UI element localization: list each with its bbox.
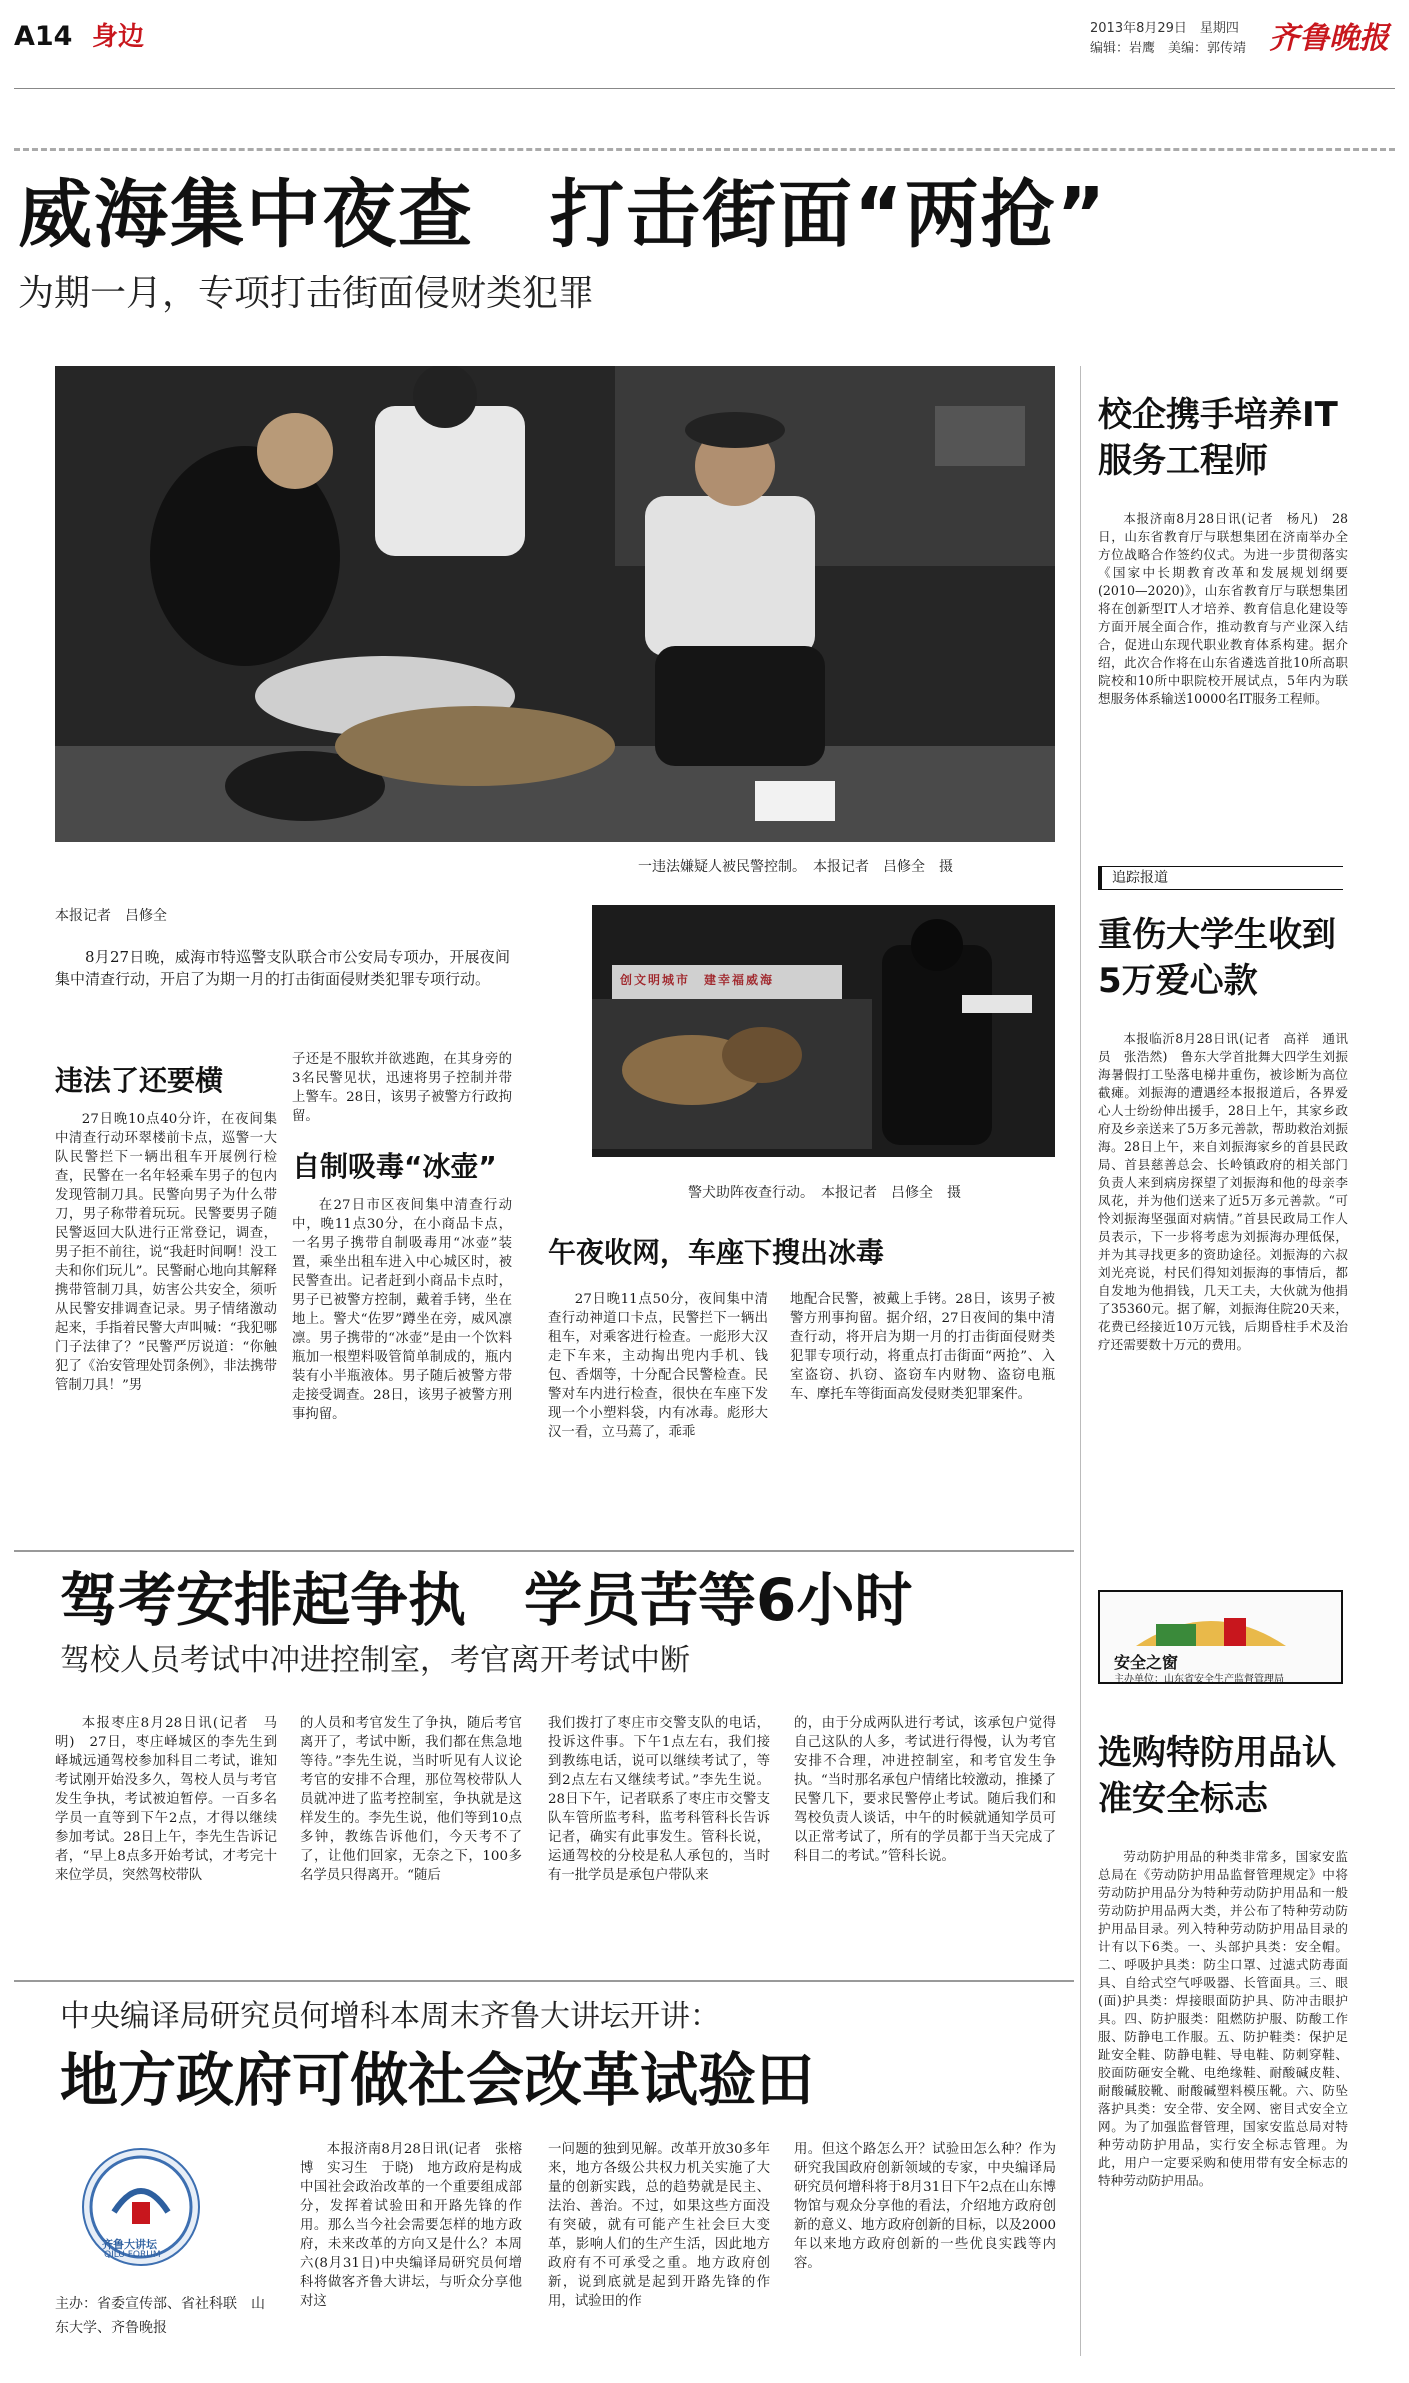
right-s3-body: [1098, 1848, 1348, 2190]
drive-col2-text: 的人员和考官发生了争执，随后考官离开了，考试中断，我们都在焦急地等待。”李先生说，当时听见有人议论考官的安排不合理，那位驾校带队人员就冲进了监考控制室，争执就是这样发生的。李先生说，他们等到10点多钟，教练告诉他们，今天考不了了，让他们回家，无奈之下，100多名学员只得离开。“随后: [300, 1716, 522, 1883]
drive-col1: [55, 1714, 277, 1885]
drive-subhead: 驾校人员考试中冲进控制室，考官离开考试中断: [60, 1643, 690, 1678]
safety-icon: [1136, 1596, 1286, 1648]
forum-col2: [548, 2140, 770, 2311]
forum-col3-text: 用。但这个路怎么开？试验田怎么种？作为研究我国政府创新领域的专家，中央编译局研究员何增科将于8月31日下午2点在山东博物馆与观众分享他的看法，介绍地方政府创新的意义、地方政府创新的目标，以及2000年以来地方政府创新的一些优良实践等内容。: [794, 2142, 1056, 2271]
drive-divider: [14, 1550, 1074, 1552]
drive-col4-text: 的，由于分成两队进行考试，该承包户觉得自己这队的人多，考试进行得慢，认为考官安排不合理，冲进控制室，和考官发生争执。“当时那名承包户情绪比较激动，推搡了民警几下，要求民警停止考试。随后我们和驾校负责人谈话，中午的时候就通知学员可以正常考试了，所有的学员都于当天完成了科目二的考试。”管科长说。: [794, 1716, 1056, 1864]
photo1-caption: 一违法嫌疑人被民警控制。 本报记者 吕修全 摄: [638, 859, 953, 875]
drive-col1-text: 本报枣庄8月28日讯(记者 马明) 27日，枣庄峄城区的李先生到峄城远通驾校参加科目二考试，谁知考试刚开始没多久，驾校人员与考官发生争执，考试被迫暂停。一百多名学员一直等到下午2点，才得以继续参加考试。28日上午，李先生告诉记者，“早上8点多开始考试，才考完十来位学员，突然驾校带队: [55, 1716, 277, 1883]
safety-window-box: [1098, 1590, 1343, 1684]
photo2-caption: 警犬助阵夜查行动。 本报记者 吕修全 摄: [688, 1185, 961, 1201]
photo2-banner: 创文明城市 建幸福威海: [620, 973, 775, 987]
date-line: 2013年8月29日 星期四: [1090, 21, 1239, 36]
police-dog-image: [592, 905, 1055, 1157]
forum-headline: 地方政府可做社会改革试验田: [60, 2046, 815, 2114]
photo-police-arrest: [55, 366, 1055, 842]
right-s3-text: 劳动防护用品的种类非常多，国家安监总局在《劳动防护用品监督管理规定》中将劳动防护用品分为特种劳动防护用品和一般劳动防护用品两大类，并公布了特种劳动防护用品目录。列入特种劳动防护用品目录的计有以下6类。一、头部护具类：安全帽。二、呼吸护具类：防尘口罩、过滤式防毒面具、自给式空气呼吸器、长管面具。三、眼(面)护具类：焊接眼面防护具、防冲击眼护具。四、防护服类：阻燃防护服、防酸工作服、防静电工作服。五、防护鞋类：保护足趾安全鞋、防静电鞋、导电鞋、防刺穿鞋、胶面防砸安全靴、电绝缘鞋、耐酸碱皮鞋、耐酸碱胶靴、耐酸碱塑料模压靴。六、防坠落护具类：安全带、安全网、密目式安全立网。为了加强监督管理，国家安监总局对特种劳动防护用品，实行安全标志管理。为此，用户一定要采购和使用带有安全标志的特种劳动防护用品。: [1098, 1849, 1348, 2188]
sec3-body: [548, 1290, 768, 1442]
forum-col2-text: 一问题的独到见解。改革开放30多年来，地方各级公共权力机关实施了大量的创新实践，总的趋势就是民主、法治、善治。不过，如果这些方面没有突破，就有可能产生社会巨大变革，影响人们的生产生活，因此地方政府有不可承受之重。地方政府创新，说到底就是起到开路先锋的作用，试验田的作: [548, 2142, 770, 2309]
drive-col2: [300, 1714, 522, 1885]
safety-window-title: 安全之窗: [1114, 1653, 1179, 1672]
drive-col3: [548, 1714, 770, 1885]
page-number: A14: [14, 21, 73, 52]
sec3-title: 午夜收网，车座下搜出冰毒: [548, 1236, 885, 1269]
sec1-title: 违法了还要横: [55, 1064, 224, 1097]
main-lead-text: 8月27日晚，威海市特巡警支队联合市公安局专项办，开展夜间集中清查行动，开启了为期一月的打击街面侵财类犯罪专项行动。: [55, 948, 510, 988]
sec3-body-cont: [790, 1290, 1055, 1404]
drive-col4: [794, 1714, 1056, 1866]
photo-police-dog: [592, 905, 1055, 1157]
paper-logo: 齐鲁晚报: [1269, 21, 1389, 56]
sec2-text: 在27日市区夜间集中清查行动中，晚11点30分，在小商品卡点，一名男子携带自制吸毒用“冰壶”装置，乘坐出租车进入中心城区时，被民警查出。记者赶到小商品卡点时，男子已被警方控制，戴着手铐，坐在地上。警犬“佐罗”蹲坐在旁，威风凛凛。男子携带的“冰壶”是由一个饮料瓶加一根塑料吸管简单制成的，瓶内装有小半瓶液体。男子随后被警方带走接受调查。28日，该男子被警方刑事拘留。: [292, 1198, 512, 1422]
forum-col3: [794, 2140, 1056, 2273]
sec3-text-cont: 地配合民警，被戴上手铐。28日，该男子被警方刑事拘留。据介绍，27日夜间的集中清查行动，将开启为期一月的打击街面侵财类犯罪专项行动，将重点打击街面“两抢”、入室盗窃、扒窃、盗窃车内财物、盗窃电瓶车、摩托车等街面高发侵财类犯罪案件。: [790, 1292, 1055, 1402]
right-s2-tag: [1098, 866, 1343, 890]
header-divider-dashed: [14, 148, 1395, 151]
sec1-body-cont: [292, 1050, 512, 1126]
sec1-text-cont: 子还是不服软并欲逃跑，在其身旁的3名民警见状，迅速将男子控制并带上警车。28日，该男子被警方行政拘留。: [292, 1052, 512, 1124]
right-s1-text: 本报济南8月28日讯(记者 杨凡) 28日，山东省教育厅与联想集团在济南举办全方位战略合作签约仪式。为进一步贯彻落实《国家中长期教育改革和发展规划纲要(2010—2020)》，山东省教育厅与联想集团将在创新型IT人才培养、教育信息化建设等方面开展全面合作，推动教育与产业深入结合，促进山东现代职业教育体系构建。据介绍，此次合作将在山东省遴选首批10所高职院校和10所中职院校开展试点，5年内为联想服务体系输送10000名IT服务工程师。: [1098, 511, 1348, 706]
header-divider: [14, 88, 1395, 89]
drive-col3-text: 我们拨打了枣庄市交警支队的电话，投诉这件事。下午1点左右，我们接到教练电话，说可以继续考试了，等到2点左右又继续考试。”李先生说。28日下午，记者联系了枣庄市交警支队车管所监考科，监考科管科长告诉记者，确实有此事发生。管科长说，运通驾校的分校是私人承包的，当时有一批学员是承包户带队来: [548, 1716, 770, 1883]
editor-line: 编辑：岩鹰 美编：郭传靖: [1090, 41, 1247, 56]
right-s2-body: [1098, 1030, 1348, 1354]
right-column-rule: [1080, 366, 1081, 2356]
arrest-scene-image: [55, 366, 1055, 842]
sec2-title: 自制吸毒“冰壶”: [292, 1150, 497, 1183]
right-s2-text: 本报临沂8月28日讯(记者 高祥 通讯员 张浩然) 鲁东大学首批舞大四学生刘振海暑假打工坠落电梯井重伤，被诊断为高位截瘫。刘振海的遭遇经本报报道后，各界爱心人士纷纷伸出援手，28日上午，其家乡政府及乡亲送来了5万多元善款，帮助救治刘振海。28日上午，来自刘振海家乡的首县民政局、首县慈善总会、长岭镇政府的相关部门负责人来到病房探望了刘振海和他的母亲李凤花，并为他们送来了近5万多元善款。“可怜刘振海坚强面对病情。”首县民政局工作人员表示，下一步将考虑为刘振海办理低保，并为其寻找更多的资助途径。刘振海的六叔刘光亮说，村民们得知刘振海的事情后，都自发地为他捐钱，几天工夫，大伙就为他捐了35360元。据了解，刘振海住院20天来，花费已经接近10万元钱，后期昏柱手术及治疗还需要数十万元的费用。: [1098, 1031, 1348, 1352]
main-byline: 本报记者 吕修全: [55, 908, 167, 924]
sec1-text: 27日晚10点40分许，在夜间集中清查行动环翠楼前卡点，巡警一大队民警拦下一辆出租车开展例行检查，民警在一名年轻乘车男子的包内发现管制刀具。民警向男子为什么带刀，男子称带着玩玩。民警要男子随民警返回大队进行正常登记，调查，男子拒不前往，说“我赶时间啊！没工夫和你们玩儿”。民警耐心地向其解释携带管制刀具，妨害公共安全，须听从民警安排调查记录。男子情绪激动起来，手指着民警大声叫喊：“我犯哪门子法律了？”民警严厉说道：“你触犯了《治安管理处罚条例》，非法携带管制刀具！”男: [55, 1112, 277, 1393]
forum-col1: [300, 2140, 522, 2311]
forum-logo-title: 齐鲁大讲坛: [102, 2238, 157, 2251]
drive-headline: 驾考安排起争执 学员苦等6小时: [60, 1566, 913, 1634]
right-s1-body: [1098, 510, 1348, 708]
sec1-body: [55, 1110, 277, 1395]
forum-col1-text: 本报济南8月28日讯(记者 张榕博 实习生 于晓) 地方政府是构成中国社会政治改革的一个重要组成部分，发挥着试验田和开路先锋的作用。那么当今社会需要怎样的地方政府，未来改革的方向又是什么？本周六(8月31日)中央编译局研究员何增科将做客齐鲁大讲坛，与听众分享他对这: [300, 2142, 522, 2309]
forum-divider: [14, 1980, 1074, 1982]
main-subhead: 为期一月，专项打击街面侵财类犯罪: [18, 273, 595, 314]
sec2-body: [292, 1196, 512, 1424]
sec3-text: 27日晚11点50分，夜间集中清查行动神道口卡点，民警拦下一辆出租车，对乘客进行检查。一彪形大汉走下车来，主动掏出兜内手机、钱包、香烟等，十分配合民警检查。民警对车内进行检查，很快在车座下发现一个小塑料袋，内有冰毒。彪形大汉一看，立马蔫了，乖乖: [548, 1292, 768, 1440]
forum-logo-en: QILU FORUM: [104, 2250, 161, 2260]
main-headline: 威海集中夜查 打击街面“两抢”: [18, 172, 1108, 258]
section-name: 身边: [92, 22, 145, 52]
main-lead: [55, 946, 510, 990]
forum-host: 主办：省委宣传部、省社科联 山东大学、齐鲁晚报: [55, 2296, 265, 2336]
forum-kicker: 中央编译局研究员何增科本周末齐鲁大讲坛开讲：: [60, 1999, 720, 2034]
page-header: [14, 20, 1395, 64]
right-s2-tag-text: 追踪报道: [1098, 867, 1178, 889]
right-s1-title: 校企携手培养IT服务工程师: [1098, 395, 1338, 481]
right-s2-title: 重伤大学生收到5万爱心款: [1098, 915, 1336, 1001]
right-s3-title: 选购特防用品认准安全标志: [1098, 1733, 1336, 1819]
safety-window-host: 主办单位：山东省安全生产监督管理局: [1114, 1674, 1284, 1685]
